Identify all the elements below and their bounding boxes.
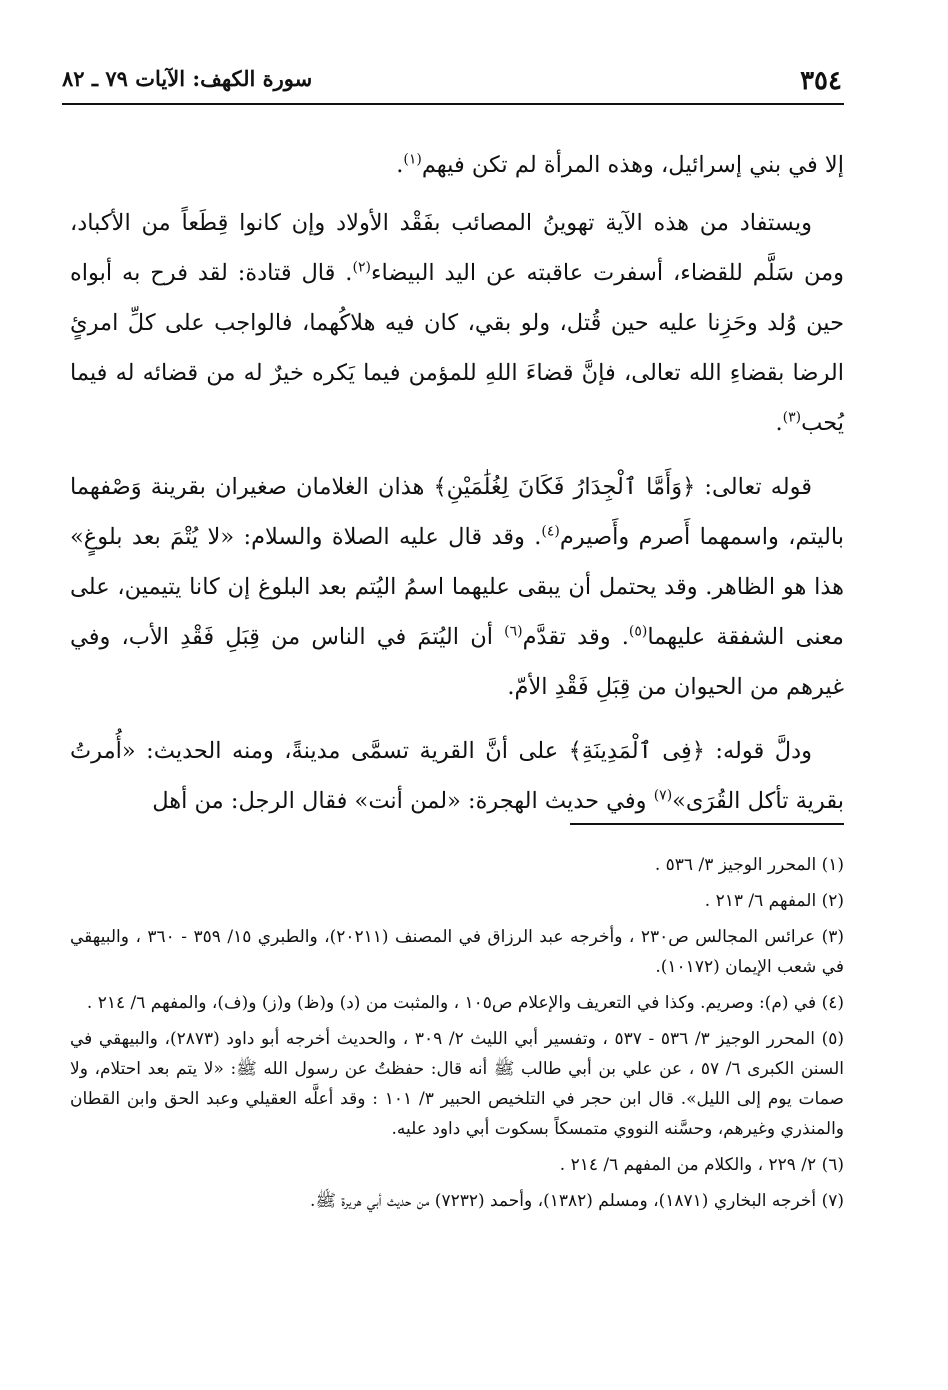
footnote-3 [70, 922, 844, 982]
paragraph-text: أن اليُتمَ في الناس من قِبَلِ فَقْدِ الأب، وفي غيرهم من الحيوان من قِبَلِ فَقْدِ الأمّ. [70, 624, 844, 700]
footnote-text: عرائس المجالس ص٢٣٠ ، وأخرجه عبد الرزاق في المصنف (٢٠٢١١)، والطبري ١٥/ ٣٥٩ - ٣٦٠ ، والبيهقي في شعب الإيمان (١٠١٧٢). [70, 927, 844, 977]
footnote-ref: (١) [403, 151, 422, 168]
footnote-7 [70, 1186, 844, 1216]
footnote-number: (٣) [821, 927, 844, 947]
footnote-number: (٥) [821, 1029, 845, 1049]
footnote-ref: (٤) [541, 523, 560, 540]
footnote-ref: (٥) [628, 623, 648, 640]
footnote-number: (٦) [821, 1155, 844, 1175]
paragraph-text: ويستفاد من هذه الآية تهوينُ المصائب بفَقْد الأولاد وإن كانوا قِطَعاً من الأكباد، ومن سَلَّم للقضاء، أسفرت عاقبته عن اليد البيضاء [70, 210, 845, 286]
footnote-text: المحرر الوجيز ٣/ ٥٣٦ - ٥٣٧ ، وتفسير أبي الليث ٢/ ٣٠٩ ، والحديث أخرجه أبو داود (٢٨٧٣)، والبيهقي في السنن الكبرى ٦/ ٥٧ ، عن علي بن أبي طالب ﷺ أنه قال: حفظتُ عن رسول الله ﷺ: «لا يتم بعد احتلام، ولا صمات يوم إلى الليل». قال ابن حجر في التلخيص الحبير ٣/ ١٠١ : وقد أعلَّه العقيلي وعبد الحق وابن القطان والمنذري وغيرهم، وحسَّنه النووي متمسكاً بسكوت أبي داود عليه. [70, 1029, 844, 1139]
footnotes [70, 850, 844, 1222]
footnote-6 [70, 1150, 844, 1180]
footnote-ref: (٦) [504, 623, 523, 640]
main-text [70, 140, 844, 826]
footnote-text: المحرر الوجيز ٣/ ٥٣٦ . [654, 855, 817, 875]
page-header [62, 56, 842, 100]
footnote-ref: (٣) [782, 409, 802, 426]
footnote-ref: (٧) [653, 787, 673, 804]
footnote-text: أخرجه البخاري (١٨٧١)، ومسلم (١٣٨٢)، وأحمد (٧٢٣٢) من حديث أبي هريرة ﷺ. [310, 1191, 817, 1211]
paragraph-text: وفي حديث الهجرة: «لمن أنت» فقال الرجل: من أهل [152, 788, 654, 814]
footnote-5 [70, 1024, 844, 1144]
footnote-2 [70, 886, 844, 916]
footnote-divider [570, 823, 844, 825]
paragraph-3 [70, 462, 844, 712]
paragraph-text: ودلَّ قوله: ﴿فِى ٱلْمَدِينَةِ﴾ على أنَّ القرية تسمَّى مدينةً، ومنه الحديث: «أُمرتُ بقرية تأكل القُرَى» [70, 738, 844, 814]
paragraph-text: . وقد قال عليه الصلاة والسلام: «لا يُتْمَ بعد بلوغٍ» هذا هو الظاهر. وقد يحتمل أن يبقى عليهما اسمُ اليُتم بعد البلوغ إن كانا يتيمين، على معنى الشفقة عليهما [70, 524, 844, 650]
paragraph-text: . [775, 410, 783, 436]
footnote-text: ٢/ ٢٢٩ ، والكلام من المفهم ٦/ ٢١٤ . [559, 1155, 817, 1175]
paragraph-text: قوله تعالى: ﴿وَأَمَّا ٱلْجِدَارُ فَكَانَ لِغُلَٰمَيْنِ﴾ هذان الغلامان صغيران بقرينة وَصْفهما باليتم، واسمهما أَصرم وأَصيرم [70, 474, 844, 550]
footnote-number: (٤) [821, 993, 844, 1013]
page-number: ٣٥٤ [800, 66, 842, 96]
paragraph-text: . [396, 152, 404, 178]
paragraph-text: إلا في بني إسرائيل، وهذه المرأة لم تكن فيهم [421, 152, 844, 178]
footnote-number: (٢) [821, 891, 844, 911]
paragraph-1 [70, 140, 844, 190]
footnote-number: (٧) [821, 1191, 844, 1211]
footnote-4 [70, 988, 844, 1018]
paragraph-2 [70, 198, 844, 448]
paragraph-text: . قال قتادة: لقد فرح به أبواه حين وُلد وحَزِنا عليه حين قُتل، ولو بقي، كان فيه هلاكُهما، فالواجب على كلِّ امرئٍ الرضا بقضاءِ الله تعالى، فإنَّ قضاءَ اللهِ للمؤمن فيما يَكره خيرٌ له من قضائه له فيما يُحب [70, 260, 844, 436]
paragraph-4 [70, 726, 844, 826]
running-title: سورة الكهف: الآيات ٧٩ ـ ٨٢ [62, 66, 313, 91]
footnote-ref: (٢) [352, 259, 371, 276]
footnote-text: المفهم ٦/ ٢١٣ . [704, 891, 817, 911]
footnote-text: في (م): وصريم. وكذا في التعريف والإعلام ص١٠٥ ، والمثبت من (د) و(ظ) و(ز) و(ف)، والمفهم ٦/ ٢١٤ . [86, 993, 817, 1013]
footnote-1 [70, 850, 844, 880]
paragraph-text: . وقد تقدَّم [522, 624, 629, 650]
header-divider [62, 103, 844, 105]
footnote-number: (١) [821, 855, 844, 875]
